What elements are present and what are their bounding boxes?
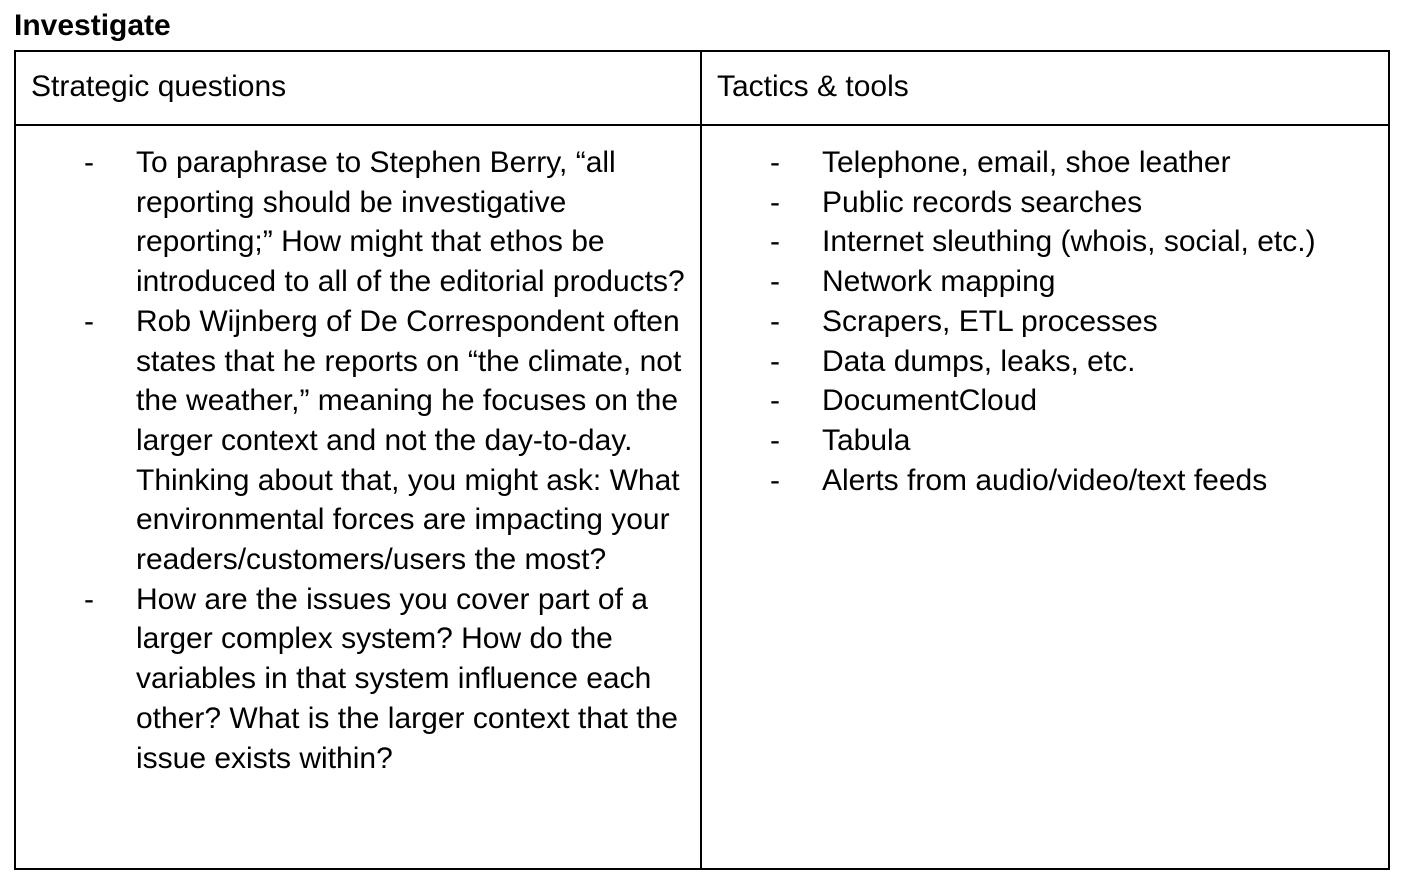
list-item-text: Scrapers, ETL processes <box>822 304 1158 338</box>
column-header: Strategic questions <box>31 70 287 103</box>
list-item <box>770 183 1378 223</box>
list-item-text: Internet sleuthing (whois, social, etc.) <box>822 225 1316 259</box>
list-item-text: Rob Wijnberg of De Correspondent often states that he reports on “the climate, not the weather,” meaning he focuses on the larger context and not the day-to-day. Thinking about that, you might ask: What environmental forces are impacting your readers/customers/users the most? <box>136 304 682 577</box>
tactics-tools-cell <box>701 125 1389 869</box>
dash-bullet: - <box>770 146 780 179</box>
list-item <box>770 222 1378 262</box>
section-heading: Investigate <box>14 9 171 42</box>
tactics-tools-list <box>702 126 1388 500</box>
dash-bullet: - <box>770 423 780 457</box>
column-header: Tactics & tools <box>717 70 909 103</box>
list-item <box>770 262 1378 302</box>
list-item-text: How are the issues you cover part of a larger complex system? How do the variables in that system influence each other? What is the larger context that the issue exists within? <box>136 582 678 775</box>
list-item <box>770 302 1378 342</box>
dash-bullet: - <box>770 304 780 338</box>
dash-bullet: - <box>770 265 780 299</box>
list-item <box>770 421 1378 461</box>
table-header-row <box>15 51 1389 125</box>
list-item <box>84 143 690 302</box>
strategic-questions-list <box>16 126 700 778</box>
strategic-questions-cell <box>15 125 701 869</box>
header-cell-strategic-questions <box>15 51 701 125</box>
list-item <box>770 143 1378 183</box>
list-item <box>84 580 690 779</box>
list-item-text: DocumentCloud <box>822 384 1038 418</box>
dash-bullet: - <box>84 146 94 179</box>
list-item <box>770 342 1378 382</box>
header-cell-tactics-tools <box>701 51 1389 125</box>
dash-bullet: - <box>84 582 94 616</box>
dash-bullet: - <box>770 463 780 497</box>
list-item <box>770 381 1378 421</box>
list-item-text: Public records searches <box>822 185 1143 219</box>
list-item <box>84 302 690 580</box>
dash-bullet: - <box>770 344 780 378</box>
list-item <box>770 461 1378 501</box>
list-item-text: To paraphrase to Stephen Berry, “all reporting should be investigative reporting;” How might that ethos be introduced to all of the editorial products? <box>136 146 685 299</box>
list-item-text: Tabula <box>822 423 911 457</box>
list-item-text: Network mapping <box>822 265 1056 299</box>
dash-bullet: - <box>84 304 94 338</box>
list-item-text: Alerts from audio/video/text feeds <box>822 463 1268 497</box>
investigate-table <box>14 50 1390 870</box>
table-body-row <box>15 125 1389 869</box>
list-item-text: Data dumps, leaks, etc. <box>822 344 1136 378</box>
list-item-text: Telephone, email, shoe leather <box>822 146 1231 179</box>
dash-bullet: - <box>770 384 780 418</box>
dash-bullet: - <box>770 225 780 259</box>
dash-bullet: - <box>770 185 780 219</box>
